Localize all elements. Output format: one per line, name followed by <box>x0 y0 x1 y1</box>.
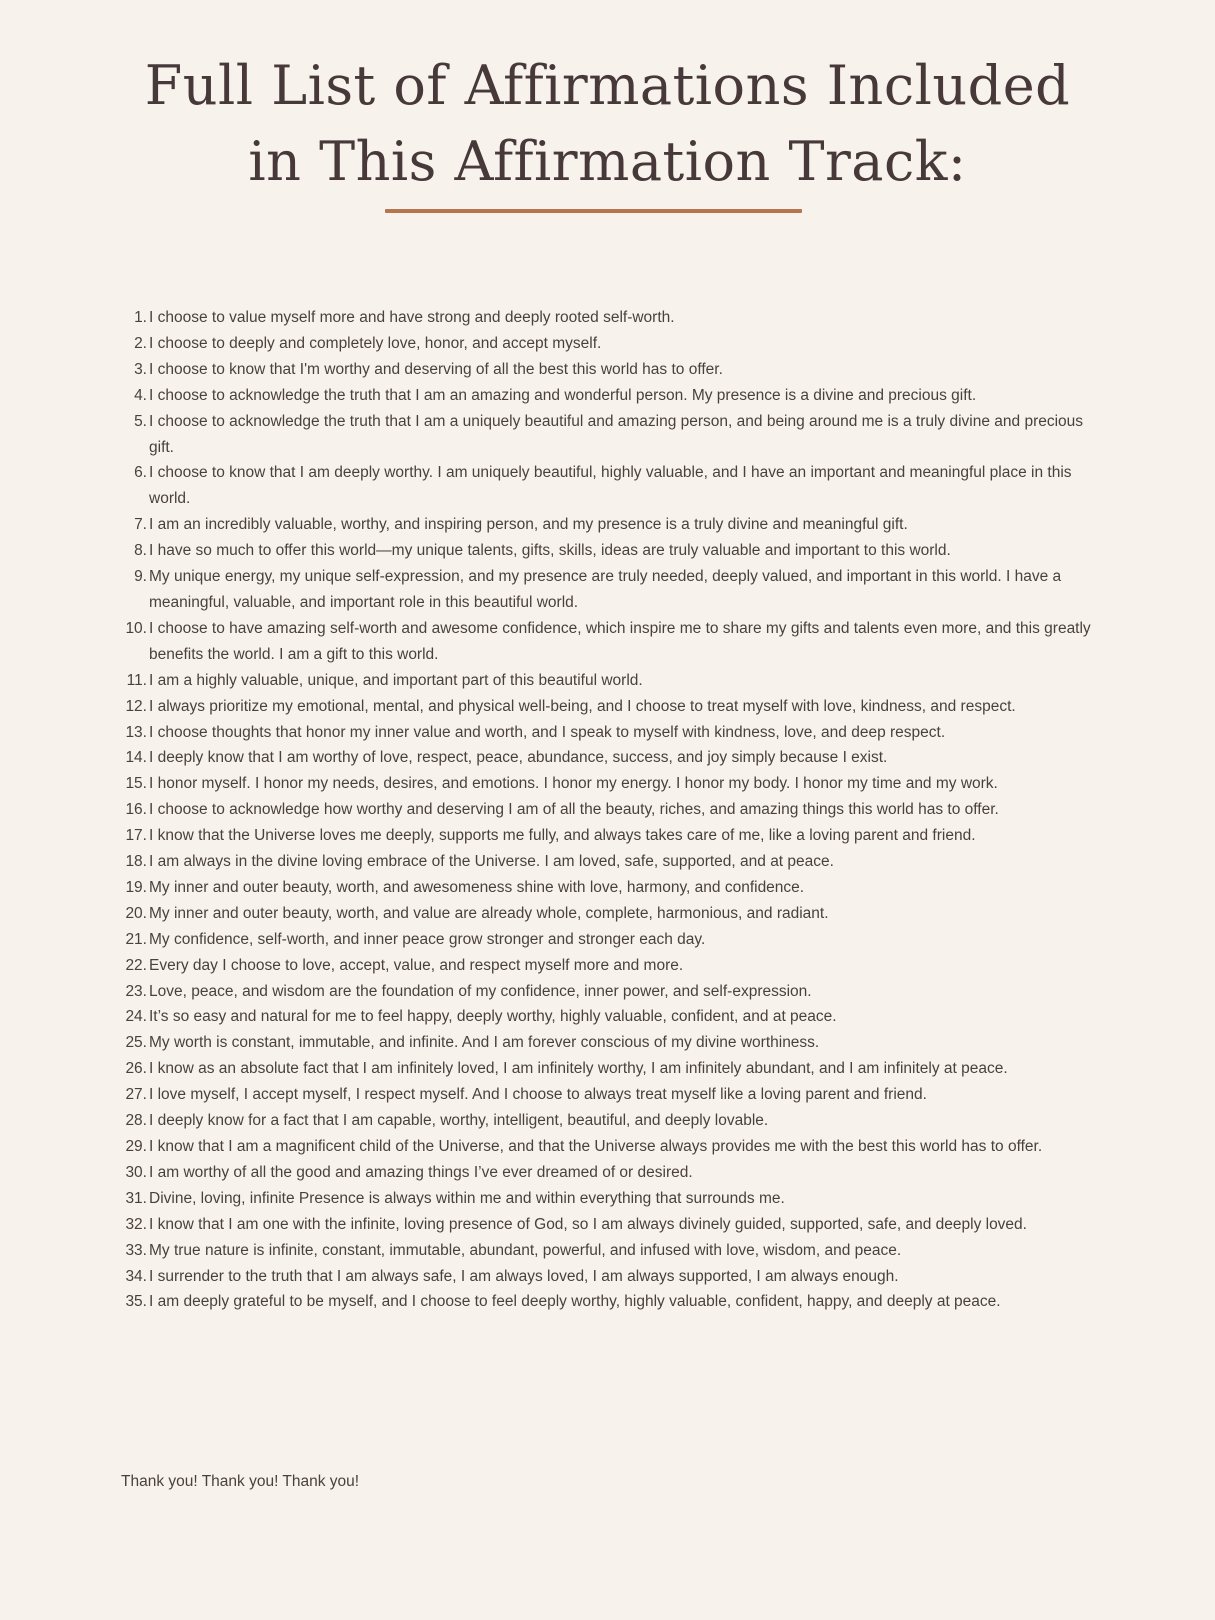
list-item-text: Divine, loving, infinite Presence is always within me and within everything that surrounds me. <box>149 1189 785 1207</box>
list-item <box>125 771 1099 797</box>
list-item-text: I choose to acknowledge the truth that I am a uniquely beautiful and amazing person, and being around me is a truly divine and precious gift. <box>149 412 1084 456</box>
list-item <box>125 1056 1099 1082</box>
list-item <box>134 357 1099 383</box>
list-item-text: I am a highly valuable, unique, and important part of this beautiful world. <box>149 671 643 689</box>
list-item-text: I always prioritize my emotional, mental, and physical well-being, and I choose to treat myself with love, kindness, and respect. <box>149 697 1016 715</box>
list-item-text: I deeply know that I am worthy of love, respect, peace, abundance, success, and joy simply because I exist. <box>149 749 888 767</box>
list-item-text: I choose to acknowledge how worthy and deserving I am of all the beauty, riches, and amazing things this world has to offer. <box>149 801 999 819</box>
list-item <box>125 1212 1099 1238</box>
list-item <box>125 720 1099 746</box>
list-item-number: 13. <box>125 723 147 741</box>
list-item-number: 17. <box>125 827 147 845</box>
list-item-text: I choose to have amazing self-worth and awesome confidence, which inspire me to share my gifts and talents even more, and this greatly benefits the world. I am a gift to this world. <box>149 619 1091 663</box>
list-item <box>125 1186 1099 1212</box>
list-item-number: 21. <box>125 930 147 948</box>
list-item-number: 35. <box>125 1293 147 1311</box>
list-item <box>125 927 1099 953</box>
closing-text: Thank you! Thank you! Thank you! <box>121 1473 360 1490</box>
list-item-text: I know as an absolute fact that I am infinitely loved, I am infinitely worthy, I am infinitely abundant, and I am infinitely at peace. <box>149 1060 1008 1078</box>
list-item-number: 12. <box>125 697 147 715</box>
list-item <box>125 1264 1099 1290</box>
list-item-number: 31. <box>125 1189 147 1207</box>
list-item-text: I am always in the divine loving embrace of the Universe. I am loved, safe, supported, and at peace. <box>149 853 834 871</box>
list-item-number: 32. <box>125 1215 147 1233</box>
list-item-text: I have so much to offer this world—my unique talents, gifts, skills, ideas are truly valuable and important to this world. <box>149 542 951 560</box>
list-item-number: 33. <box>125 1241 147 1259</box>
list-item-number: 19. <box>125 878 147 896</box>
list-item-text: I choose to know that I am deeply worthy. I am uniquely beautiful, highly valuable, and I have an important and meaningful place in this world. <box>149 464 1072 508</box>
list-item <box>125 901 1099 927</box>
list-item-text: I choose to deeply and completely love, honor, and accept myself. <box>149 334 602 352</box>
list-item-text: I know that I am a magnificent child of the Universe, and that the Universe always provides me with the best this world has to offer. <box>149 1138 1043 1155</box>
list-item-number: 11. <box>126 671 147 689</box>
list-item-text: My worth is constant, immutable, and infinite. And I am forever conscious of my divine worthiness. <box>149 1034 820 1052</box>
list-item-number: 26. <box>125 1060 147 1078</box>
list-item-number: 10. <box>125 619 147 637</box>
list-item-number: 23. <box>125 982 147 1000</box>
list-item-text: I choose to acknowledge the truth that I am an amazing and wonderful person. My presence is a divine and precious gift. <box>149 386 977 404</box>
list-item-text: It’s so easy and natural for me to feel happy, deeply worthy, highly valuable, confident, and at peace. <box>149 1008 837 1026</box>
list-item-number: 3. <box>134 360 147 378</box>
list-item-number: 5. <box>134 412 147 430</box>
list-item <box>125 1082 1099 1108</box>
list-item <box>125 875 1099 901</box>
list-item-text: I know that the Universe loves me deeply, supports me fully, and always takes care of me, like a loving parent and friend. <box>149 827 976 845</box>
list-item-text: I love myself, I accept myself, I respect myself. And I choose to always treat myself like a loving parent and friend. <box>149 1086 927 1104</box>
list-item-number: 9. <box>134 568 147 586</box>
list-item-number: 22. <box>125 956 147 974</box>
list-item <box>134 512 1099 538</box>
list-item <box>125 953 1099 979</box>
list-item <box>125 823 1099 849</box>
list-item-text: My inner and outer beauty, worth, and awesomeness shine with love, harmony, and confidence. <box>149 878 805 896</box>
list-item-number: 8. <box>134 542 147 560</box>
list-item <box>125 979 1099 1005</box>
page-title <box>0 48 1215 200</box>
list-item <box>125 1160 1099 1186</box>
list-item <box>134 305 1099 331</box>
list-item <box>125 1030 1099 1056</box>
list-item-number: 1. <box>134 309 147 326</box>
list-item-number: 20. <box>125 904 147 922</box>
list-item <box>134 460 1099 512</box>
list-item-text: I choose to value myself more and have strong and deeply rooted self-worth. <box>149 309 675 326</box>
list-item <box>134 331 1099 357</box>
list-item-number: 6. <box>134 464 147 482</box>
list-item-text: Every day I choose to love, accept, value, and respect myself more and more. <box>149 956 684 974</box>
list-item <box>125 1108 1099 1134</box>
list-item <box>134 409 1099 461</box>
list-item <box>125 745 1099 771</box>
list-item-text: My confidence, self-worth, and inner peace grow stronger and stronger each day. <box>149 930 706 948</box>
list-item-number: 25. <box>125 1034 147 1052</box>
list-item-number: 18. <box>125 853 147 871</box>
list-item <box>125 616 1099 668</box>
list-item-number: 27. <box>125 1086 147 1104</box>
list-item <box>134 538 1099 564</box>
list-item <box>125 797 1099 823</box>
list-item-text: My true nature is infinite, constant, immutable, abundant, powerful, and infused with love, wisdom, and peace. <box>149 1241 902 1259</box>
list-item <box>126 668 1099 694</box>
list-item <box>125 1004 1099 1030</box>
list-item-text: I surrender to the truth that I am always safe, I am always loved, I am always supported, I am always enough. <box>149 1267 899 1285</box>
list-item-number: 14. <box>125 749 147 767</box>
list-item-number: 24. <box>125 1008 147 1026</box>
list-item <box>125 694 1099 720</box>
list-item-text: I deeply know for a fact that I am capable, worthy, intelligent, beautiful, and deeply lovable. <box>149 1112 769 1130</box>
affirmation-list <box>125 305 1099 1315</box>
list-item-text: I am deeply grateful to be myself, and I choose to feel deeply worthy, highly valuable, confident, happy, and deeply at peace. <box>149 1293 1001 1311</box>
list-item-text: I am worthy of all the good and amazing things I’ve ever dreamed of or desired. <box>149 1163 693 1181</box>
list-item-text: Love, peace, and wisdom are the foundation of my confidence, inner power, and self-expression. <box>149 982 812 1000</box>
list-item-text: My unique energy, my unique self-expression, and my presence are truly needed, deeply valued, and important in this world. I have a meaningful, valuable, and important role in this beautiful world. <box>149 568 1062 611</box>
list-item-text: I honor myself. I honor my needs, desires, and emotions. I honor my energy. I honor my body. I honor my time and my work. <box>149 775 998 793</box>
list-item <box>125 849 1099 875</box>
list-item <box>134 383 1099 409</box>
list-item-text: My inner and outer beauty, worth, and value are already whole, complete, harmonious, and radiant. <box>149 904 829 922</box>
list-item-number: 7. <box>134 516 147 534</box>
list-item <box>125 1238 1099 1264</box>
list-item-number: 34. <box>125 1267 147 1285</box>
list-item-number: 30. <box>125 1163 147 1181</box>
title-underline-divider <box>385 209 802 213</box>
list-item-text: I am an incredibly valuable, worthy, and inspiring person, and my presence is a truly divine and meaningful gift. <box>149 516 908 534</box>
list-item-number: 29. <box>125 1138 147 1155</box>
title-line-1: Full List of Affirmations Included <box>144 54 1071 117</box>
list-item-number: 2. <box>134 334 147 352</box>
list-item-text: I know that I am one with the infinite, loving presence of God, so I am always divinely guided, supported, safe, and deeply loved. <box>149 1215 1027 1233</box>
title-line-2: in This Affirmation Track: <box>248 130 967 193</box>
list-item <box>125 1134 1099 1160</box>
list-item-number: 15. <box>125 775 147 793</box>
list-item <box>134 564 1099 616</box>
list-item-number: 28. <box>125 1112 147 1130</box>
list-item-text: I choose thoughts that honor my inner value and worth, and I speak to myself with kindness, love, and deep respect. <box>149 723 946 741</box>
list-item-text: I choose to know that I'm worthy and deserving of all the best this world has to offer. <box>149 360 723 378</box>
list-item <box>125 1289 1099 1315</box>
list-item-number: 16. <box>125 801 147 819</box>
list-item-number: 4. <box>134 386 147 404</box>
